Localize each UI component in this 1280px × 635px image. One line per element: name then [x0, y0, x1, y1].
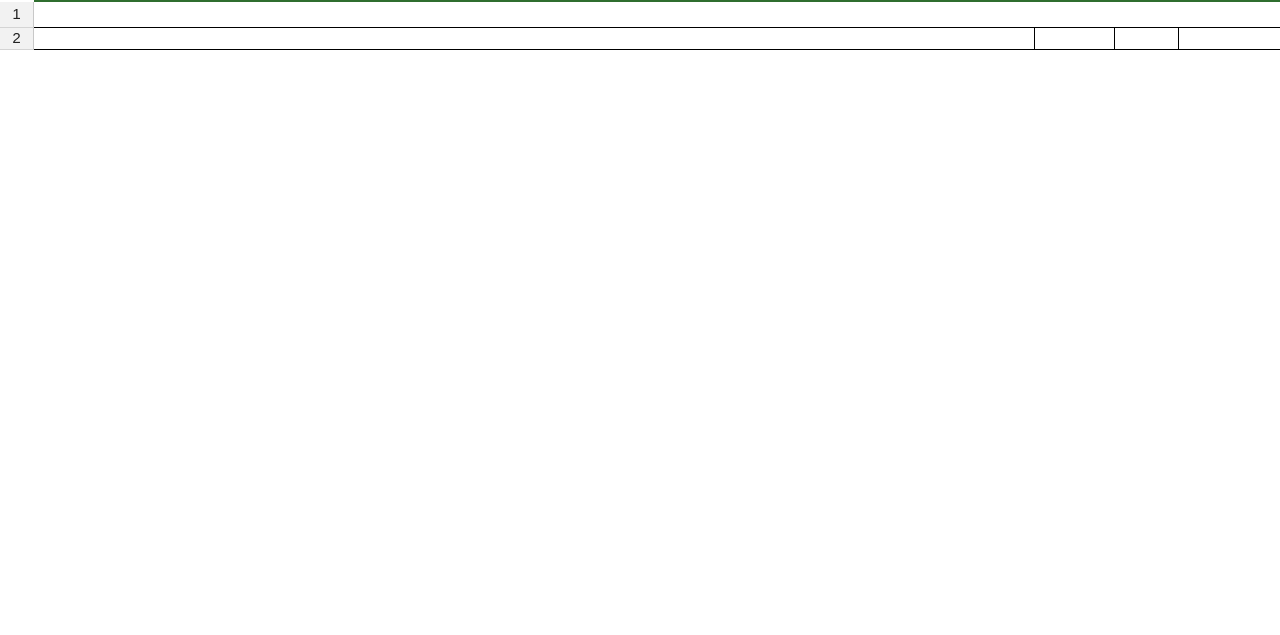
row-header-1[interactable]: 1	[0, 2, 34, 28]
header-qty[interactable]	[1115, 28, 1179, 50]
header-price[interactable]	[1035, 28, 1115, 50]
row-header-2[interactable]: 2	[0, 28, 34, 50]
header-name[interactable]	[34, 28, 1035, 50]
header-sum[interactable]	[1179, 28, 1280, 50]
document-title[interactable]	[34, 2, 1280, 28]
